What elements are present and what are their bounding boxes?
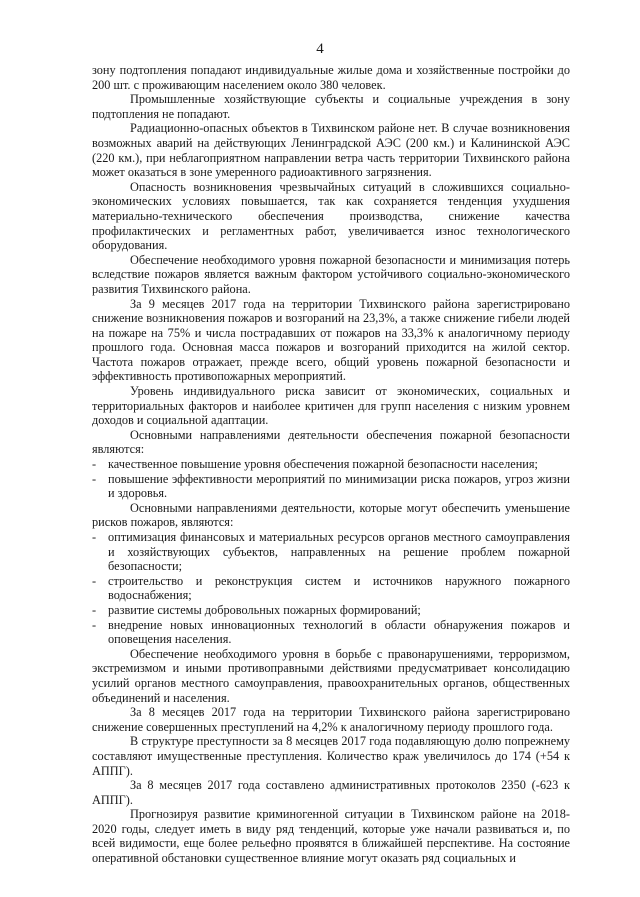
paragraph: Обеспечение необходимого уровня пожарной безопасности и минимизация потерь вследствие пожаров является важным фактором устойчивого социально-экономического развития Тихвинского района. xyxy=(92,252,570,296)
paragraph: За 8 месяцев 2017 года составлено административных протоколов 2350 (-623 к АППГ). xyxy=(92,778,570,807)
dash-bullet-icon: - xyxy=(92,530,97,544)
list-item-text: оптимизация финансовых и материальных ресурсов органов местного самоуправления и хозяйствующих субъектов, направленных на решение проблем пожарной безопасности; xyxy=(108,530,570,574)
paragraph: За 8 месяцев 2017 года на территории Тихвинского района зарегистрировано снижение совершенных преступлений на 4,2% к аналогичному периоду прошлого года. xyxy=(92,705,570,734)
list-item-text: качественное повышение уровня обеспечения пожарной безопасности населения; xyxy=(108,457,538,472)
list-item-text: внедрение новых инновационных технологий в области обнаружения пожаров и оповещения населения. xyxy=(108,617,570,647)
paragraph: Обеспечение необходимого уровня в борьбе с правонарушениями, терроризмом, экстремизмом и иными противоправными действиями предусматривает консолидацию усилий органов местного самоуправления, правоохранительных органов, общественных объединений и населения. xyxy=(92,646,570,705)
paragraph: Промышленные хозяйствующие субъекты и социальные учреждения в зону подтопления не попадают. xyxy=(92,92,570,121)
paragraph: Уровень индивидуального риска зависит от экономических, социальных и территориальных факторов и наиболее критичен для групп населения с низким уровнем доходов и социальной адаптации. xyxy=(92,384,570,428)
dash-bullet-icon: - xyxy=(92,471,97,486)
paragraph: За 9 месяцев 2017 года на территории Тихвинского района зарегистрировано снижение возникновения пожаров и возгораний на 23,3%, а также снижение гибели людей на пожаре на 75% и числа пострадавших от пожаров на 33,3% к аналогичному периоду прошлого года. Основная масса пожаров и возгораний приходится на жилой сектор. Частота пожаров отражает, прежде всего, общий уровень пожарной безопасности и эффективность противопожарных мероприятий. xyxy=(92,296,570,384)
list-item xyxy=(92,472,570,501)
bullet-list xyxy=(92,530,570,647)
dash-bullet-icon: - xyxy=(92,457,97,472)
dash-bullet-icon: - xyxy=(92,602,97,617)
list-item xyxy=(92,603,570,618)
dash-bullet-icon: - xyxy=(92,573,97,588)
list-item xyxy=(92,574,570,603)
list-item-text: развитие системы добровольных пожарных формирований; xyxy=(108,602,421,617)
page-number: 4 xyxy=(316,41,324,57)
bullet-list xyxy=(92,457,570,501)
paragraph: зону подтопления попадают индивидуальные жилые дома и хозяйственные постройки до 200 шт. с проживающим населением около 380 человек. xyxy=(92,63,570,92)
paragraph: Опасность возникновения чрезвычайных ситуаций в сложившихся социально-экономических условиях повышается, так как сохраняется тенденция ухудшения материально-технического обеспечения производства, снижение качества профилактических и регламентных работ, увеличивается износ технологического оборудования. xyxy=(92,179,570,253)
paragraph: Основными направлениями деятельности обеспечения пожарной безопасности являются: xyxy=(92,427,570,457)
body-text xyxy=(92,63,570,866)
list-item xyxy=(92,618,570,647)
list-item-text: повышение эффективности мероприятий по минимизации риска пожаров, угроз жизни и здоровья. xyxy=(108,471,570,501)
list-item xyxy=(92,457,570,472)
paragraph: Прогнозируя развитие криминогенной ситуации в Тихвинском районе на 2018-2020 годы, следует иметь в виду ряд тенденций, которые уже начали развиваться и, по всей видимости, еще более рельефно проявятся в ближайшей перспективе. На состояние оперативной обстановки существенное влияние могут оказать ряд социальных и xyxy=(92,807,570,866)
list-item xyxy=(92,530,570,574)
paragraph: В структуре преступности за 8 месяцев 2017 года подавляющую долю попрежнему составляют имущественные преступления. Количество краж увеличилось до 174 (+54 к АППГ). xyxy=(92,734,570,778)
dash-bullet-icon: - xyxy=(92,617,97,632)
paragraph: Основными направлениями деятельности, которые могут обеспечить уменьшение рисков пожаров, являются: xyxy=(92,500,570,530)
list-item-text: строительство и реконструкция систем и источников наружного пожарного водоснабжения; xyxy=(108,573,570,603)
paragraph: Радиационно-опасных объектов в Тихвинском районе нет. В случае возникновения возможных аварий на действующих Ленинградской АЭС (200 км.) и Калининской АЭС (220 км.), при неблагоприятном направлении ветра часть территории Тихвинского района может оказаться в зоне умеренного радиоактивного загрязнения. xyxy=(92,121,570,180)
